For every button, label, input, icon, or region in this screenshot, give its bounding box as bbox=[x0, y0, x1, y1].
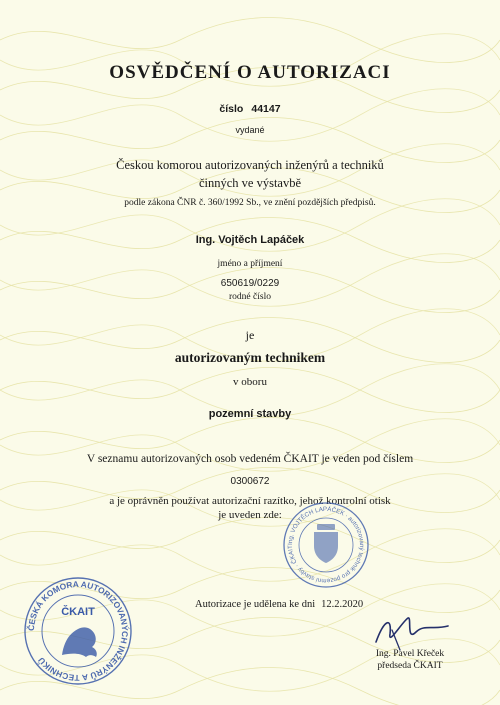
issuer-line-2: činných ve výstavbě bbox=[198, 176, 302, 190]
issuer-line-1: Českou komorou autorizovaných inženýrů a techniků bbox=[116, 158, 384, 172]
role: autorizovaným technikem bbox=[174, 350, 326, 365]
certificate-number-label: číslo bbox=[219, 103, 244, 115]
field: pozemní stavby bbox=[208, 408, 292, 420]
granted-date: 12.2.2020 bbox=[321, 599, 364, 610]
stamp-ring-text: Ing. VOJTĚCH LAPÁČEK · autorizovaný technik pro pozemní stavby · ČKAIT bbox=[286, 505, 366, 585]
lion-icon bbox=[62, 627, 97, 657]
birth-number-label: rodné číslo bbox=[229, 292, 271, 302]
issued-label: vydané bbox=[235, 125, 265, 135]
holder-name: Ing. Vojtěch Lapáček bbox=[195, 234, 305, 246]
signer-role: předseda ČKAIT bbox=[377, 661, 443, 671]
birth-number: 650619/0229 bbox=[220, 278, 280, 289]
certificate-number: 44147 bbox=[251, 103, 281, 115]
authorization-stamp bbox=[281, 500, 371, 590]
registry-number: 0300672 bbox=[230, 476, 270, 487]
logo-abbreviation: ČKAIT bbox=[61, 606, 95, 618]
signer-block bbox=[355, 648, 465, 672]
law-text: podle zákona ČNR č. 360/1992 Sb., ve znění pozdějších předpisů. bbox=[124, 198, 376, 208]
field-label: v oboru bbox=[233, 376, 267, 388]
signer-name: Ing. Pavel Křeček bbox=[375, 649, 445, 659]
logo-ring-text: ČESKÁ KOMORA AUTORIZOVANÝCH INŽENÝRŮ A TECHNIKŮ bbox=[25, 578, 131, 684]
stamp-text-line-1: a je oprávněn používat autorizační razítko, jehož kontrolní otisk bbox=[109, 495, 391, 507]
ckait-logo-seal bbox=[22, 575, 134, 687]
coat-of-arms-icon bbox=[314, 524, 338, 563]
is-label: je bbox=[245, 328, 255, 342]
certificate-title: OSVĚDČENÍ O AUTORIZACI bbox=[109, 62, 391, 83]
holder-name-label: jméno a příjmení bbox=[217, 259, 283, 269]
granted-label: Autorizace je udělena ke dni bbox=[195, 599, 316, 610]
stamp-text-line-2: je uveden zde: bbox=[218, 509, 282, 521]
authorization-date-line bbox=[195, 599, 363, 610]
certificate-number-line bbox=[0, 103, 500, 115]
registry-text: V seznamu autorizovaných osob vedeném ČKAIT je veden pod číslem bbox=[86, 453, 414, 465]
